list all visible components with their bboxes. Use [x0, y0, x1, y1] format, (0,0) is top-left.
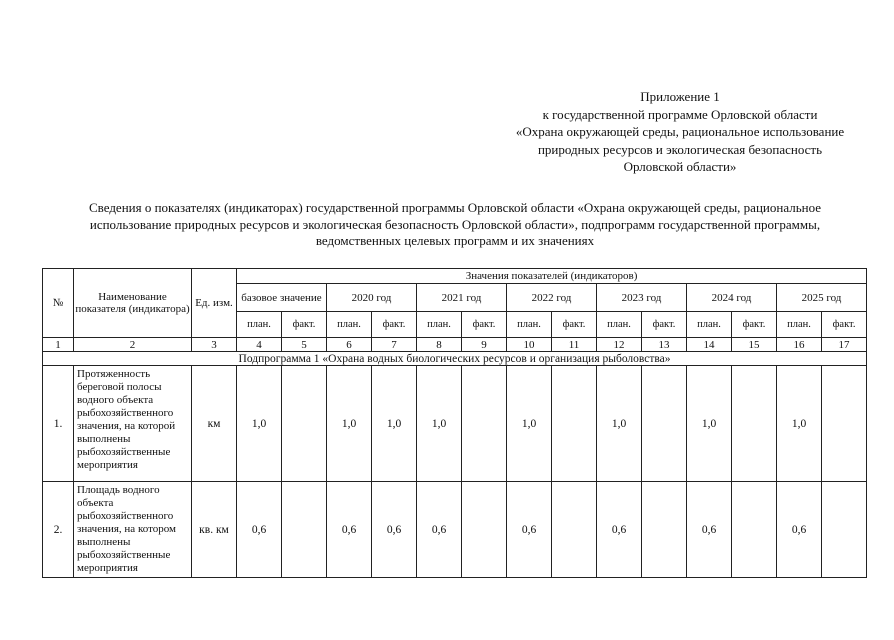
header-plan: план. — [237, 312, 282, 338]
column-number: 5 — [282, 338, 327, 352]
table-row — [43, 366, 867, 482]
value-cell: 0,6 — [327, 482, 372, 578]
column-number: 14 — [687, 338, 732, 352]
column-number: 13 — [642, 338, 687, 352]
title-line: использование природных ресурсов и экологическая безопасность Орловской области», подпрограмм государственной программы, — [89, 216, 821, 232]
column-number: 6 — [327, 338, 372, 352]
value-cell: 0,6 — [507, 482, 552, 578]
header-unit: Ед. изм. — [192, 269, 237, 338]
value-cell: 1,0 — [237, 366, 282, 482]
value-cell — [642, 482, 687, 578]
header-fact: факт. — [822, 312, 867, 338]
column-number: 4 — [237, 338, 282, 352]
appendix-line: Приложение 1 — [640, 89, 720, 104]
appendix-line: к государственной программе Орловской области — [542, 106, 818, 122]
value-cell: 1,0 — [777, 366, 822, 482]
title-line: ведомственных целевых программ и их значениях — [315, 233, 595, 248]
column-number: 16 — [777, 338, 822, 352]
subprogram-title: Подпрограмма 1 «Охрана водных биологических ресурсов и организация рыболовства» — [43, 352, 867, 366]
column-number: 1 — [43, 338, 74, 352]
header-plan: план. — [687, 312, 732, 338]
value-cell: 1,0 — [327, 366, 372, 482]
header-plan: план. — [777, 312, 822, 338]
value-cell: 1,0 — [372, 366, 417, 482]
column-number: 10 — [507, 338, 552, 352]
header-year-2023: 2023 год — [597, 284, 687, 312]
header-values-group: Значения показателей (индикаторов) — [237, 269, 867, 284]
value-cell: 1,0 — [417, 366, 462, 482]
header-plan: план. — [327, 312, 372, 338]
value-cell: 0,6 — [597, 482, 642, 578]
column-number: 3 — [192, 338, 237, 352]
header-num: № — [43, 269, 74, 338]
column-number: 15 — [732, 338, 777, 352]
value-cell — [822, 366, 867, 482]
column-number: 9 — [462, 338, 507, 352]
value-cell — [552, 366, 597, 482]
header-fact: факт. — [732, 312, 777, 338]
value-cell: 0,6 — [372, 482, 417, 578]
column-number: 7 — [372, 338, 417, 352]
header-year-2020: 2020 год — [327, 284, 417, 312]
value-cell — [552, 482, 597, 578]
header-fact: факт. — [462, 312, 507, 338]
value-cell: 1,0 — [597, 366, 642, 482]
title-line: Сведения о показателях (индикаторах) государственной программы Орловской области «Охрана окружающей среды, рациональное — [88, 200, 822, 215]
header-year-2022: 2022 год — [507, 284, 597, 312]
value-cell: 1,0 — [507, 366, 552, 482]
appendix-line: Орловской области» — [623, 159, 737, 174]
row-number: 2. — [43, 482, 74, 578]
header-name: Наименование показателя (индикатора) — [74, 269, 192, 338]
value-cell — [732, 366, 777, 482]
value-cell — [282, 366, 327, 482]
value-cell — [462, 366, 507, 482]
header-year-2021: 2021 год — [417, 284, 507, 312]
appendix-line: природных ресурсов и экологическая безопасность — [537, 141, 823, 157]
header-fact: факт. — [642, 312, 687, 338]
unit-cell: кв. км — [192, 482, 237, 578]
table-row — [43, 482, 867, 578]
unit-cell: км — [192, 366, 237, 482]
row-number: 1. — [43, 366, 74, 482]
column-number: 8 — [417, 338, 462, 352]
indicators-table — [42, 268, 867, 578]
value-cell: 0,6 — [777, 482, 822, 578]
header-plan: план. — [417, 312, 462, 338]
value-cell: 0,6 — [687, 482, 732, 578]
indicator-name: Площадь водного объекта рыбохозяйственного значения, на котором выполнены рыбохозяйственные мероприятия — [74, 482, 192, 578]
appendix-block — [470, 88, 890, 176]
document-title — [40, 200, 870, 250]
indicator-name: Протяженность береговой полосы водного объекта рыбохозяйственного значения, на которой выполнены рыбохозяйственные мероприятия — [74, 366, 192, 482]
header-fact: факт. — [372, 312, 417, 338]
header-plan: план. — [597, 312, 642, 338]
value-cell — [282, 482, 327, 578]
value-cell: 0,6 — [237, 482, 282, 578]
value-cell — [732, 482, 777, 578]
header-year-2024: 2024 год — [687, 284, 777, 312]
header-base-value: базовое значение — [237, 284, 327, 312]
header-plan: план. — [507, 312, 552, 338]
value-cell — [462, 482, 507, 578]
column-number: 17 — [822, 338, 867, 352]
column-number: 12 — [597, 338, 642, 352]
value-cell — [822, 482, 867, 578]
header-year-2025: 2025 год — [777, 284, 867, 312]
column-number: 2 — [74, 338, 192, 352]
value-cell: 0,6 — [417, 482, 462, 578]
header-fact: факт. — [552, 312, 597, 338]
appendix-line: «Охрана окружающей среды, рациональное использование — [515, 124, 845, 139]
column-number: 11 — [552, 338, 597, 352]
value-cell: 1,0 — [687, 366, 732, 482]
value-cell — [642, 366, 687, 482]
header-fact: факт. — [282, 312, 327, 338]
